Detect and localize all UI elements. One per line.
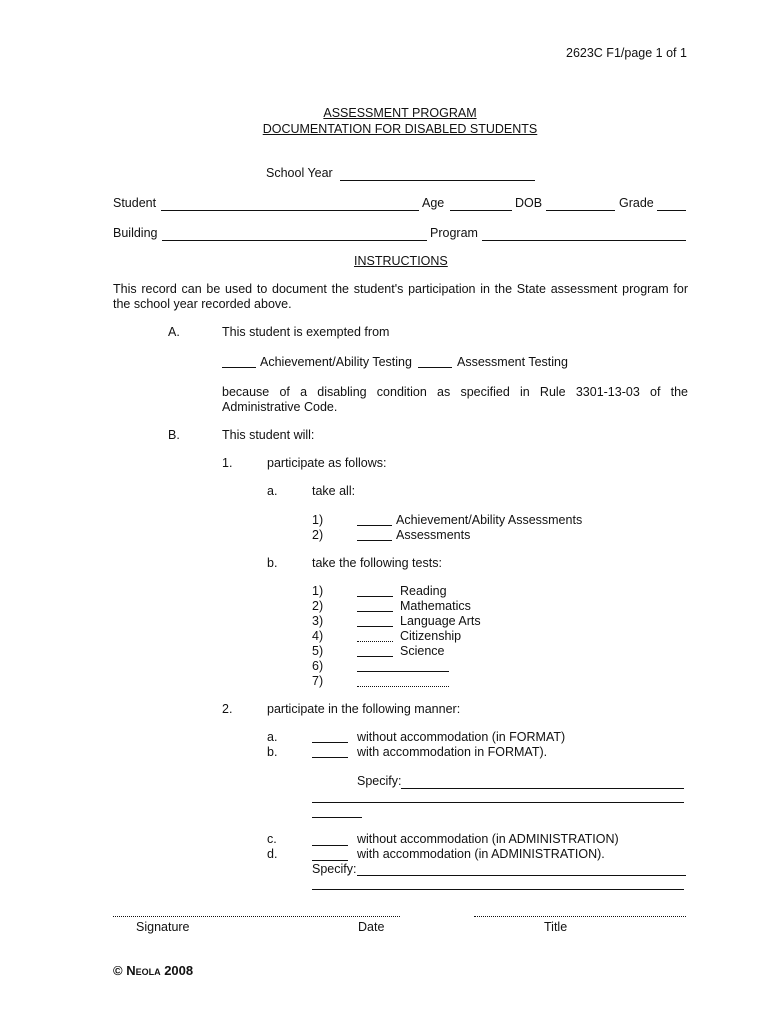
reading-label: Reading xyxy=(400,584,447,598)
program-label: Program xyxy=(430,226,478,240)
specify-administration-field-line-2[interactable] xyxy=(312,889,684,890)
item-2b-letter: b. xyxy=(267,745,278,759)
citizenship-blank[interactable] xyxy=(357,641,393,642)
format-without-blank[interactable] xyxy=(312,742,348,743)
grade-field[interactable] xyxy=(657,210,686,211)
assessment-testing-label: Assessment Testing xyxy=(457,355,568,369)
specify-administration-label: Specify: xyxy=(312,862,357,876)
school-year-field[interactable] xyxy=(340,180,535,181)
item-2a-letter: a. xyxy=(267,730,278,744)
take-all-item-number: 2) xyxy=(312,528,324,542)
date-label: Date xyxy=(358,920,385,934)
specify-format-field[interactable] xyxy=(401,788,684,789)
title-line[interactable] xyxy=(474,916,686,917)
age-field[interactable] xyxy=(450,210,512,211)
other-test-1-blank[interactable] xyxy=(357,671,449,672)
section-b-letter: B. xyxy=(168,428,180,442)
administration-without-blank[interactable] xyxy=(312,845,348,846)
administration-with-blank[interactable] xyxy=(312,860,348,861)
copyright-notice: © Neola 2008 xyxy=(113,963,194,978)
instructions-heading: INSTRUCTIONS xyxy=(354,254,448,268)
item-2d-letter: d. xyxy=(267,847,278,861)
student-label: Student xyxy=(113,196,157,210)
form-title-line-1: ASSESSMENT PROGRAM xyxy=(323,106,477,120)
specify-format-field-line-3[interactable] xyxy=(312,817,362,818)
dob-field[interactable] xyxy=(546,210,615,211)
specify-format-label: Specify: xyxy=(357,774,402,788)
test-item-number: 2) xyxy=(312,599,324,613)
instructions-text: This record can be used to document the student's participation in the State assessment program for the school year recorded above. xyxy=(113,282,688,311)
format-with-blank[interactable] xyxy=(312,757,348,758)
other-test-2-blank[interactable] xyxy=(357,686,449,687)
item-1b-letter: b. xyxy=(267,556,278,570)
test-item-number: 4) xyxy=(312,629,324,643)
building-field[interactable] xyxy=(162,240,427,241)
achievement-testing-label: Achievement/Ability Testing xyxy=(260,355,412,369)
test-item-number: 5) xyxy=(312,644,324,658)
program-field[interactable] xyxy=(482,240,686,241)
title-label: Title xyxy=(544,920,568,934)
section-b-text: This student will: xyxy=(222,428,315,442)
item-2c-letter: c. xyxy=(267,832,277,846)
item-1a-text: take all: xyxy=(312,484,356,498)
item-2-text: participate in the following manner: xyxy=(267,702,461,716)
dob-label: DOB xyxy=(515,196,543,210)
mathematics-label: Mathematics xyxy=(400,599,471,613)
building-label: Building xyxy=(113,226,158,240)
signature-date-line[interactable] xyxy=(113,916,400,917)
test-item-number: 1) xyxy=(312,584,324,598)
specify-administration-field[interactable] xyxy=(357,875,686,876)
reading-blank[interactable] xyxy=(357,596,393,597)
school-year-label: School Year xyxy=(266,166,333,180)
item-1a-letter: a. xyxy=(267,484,278,498)
signature-label: Signature xyxy=(136,920,190,934)
item-1-number: 1. xyxy=(222,456,233,470)
science-label: Science xyxy=(400,644,445,658)
item-1b-text: take the following tests: xyxy=(312,556,442,570)
achievement-assessments-blank[interactable] xyxy=(357,525,392,526)
student-field[interactable] xyxy=(161,210,419,211)
administration-with-text: with accommodation (in ADMINISTRATION). xyxy=(357,847,605,861)
science-blank[interactable] xyxy=(357,656,393,657)
test-item-number: 7) xyxy=(312,674,324,688)
administration-without-text: without accommodation (in ADMINISTRATION) xyxy=(357,832,619,846)
format-with-text: with accommodation in FORMAT). xyxy=(357,745,548,759)
item-1-text: participate as follows: xyxy=(267,456,387,470)
take-all-item-number: 1) xyxy=(312,513,324,527)
language-arts-label: Language Arts xyxy=(400,614,481,628)
assessments-label: Assessments xyxy=(396,528,471,542)
citizenship-label: Citizenship xyxy=(400,629,462,643)
section-a-letter: A. xyxy=(168,325,180,339)
page-reference: 2623C F1/page 1 of 1 xyxy=(566,46,687,60)
test-item-number: 6) xyxy=(312,659,324,673)
format-without-text: without accommodation (in FORMAT) xyxy=(357,730,566,744)
section-a-text: This student is exempted from xyxy=(222,325,390,339)
item-2-number: 2. xyxy=(222,702,233,716)
disabling-condition-text: because of a disabling condition as specified in Rule 3301-13-03 of the Administrative Code. xyxy=(222,385,688,414)
achievement-assessments-label: Achievement/Ability Assessments xyxy=(396,513,583,527)
mathematics-blank[interactable] xyxy=(357,611,393,612)
form-title-line-2: DOCUMENTATION FOR DISABLED STUDENTS xyxy=(262,122,538,136)
specify-format-field-line-2[interactable] xyxy=(312,802,684,803)
language-arts-blank[interactable] xyxy=(357,626,393,627)
assessments-blank[interactable] xyxy=(357,540,392,541)
age-label: Age xyxy=(422,196,445,210)
assessment-testing-blank[interactable] xyxy=(418,367,452,368)
grade-label: Grade xyxy=(619,196,654,210)
test-item-number: 3) xyxy=(312,614,324,628)
achievement-testing-blank[interactable] xyxy=(222,367,256,368)
